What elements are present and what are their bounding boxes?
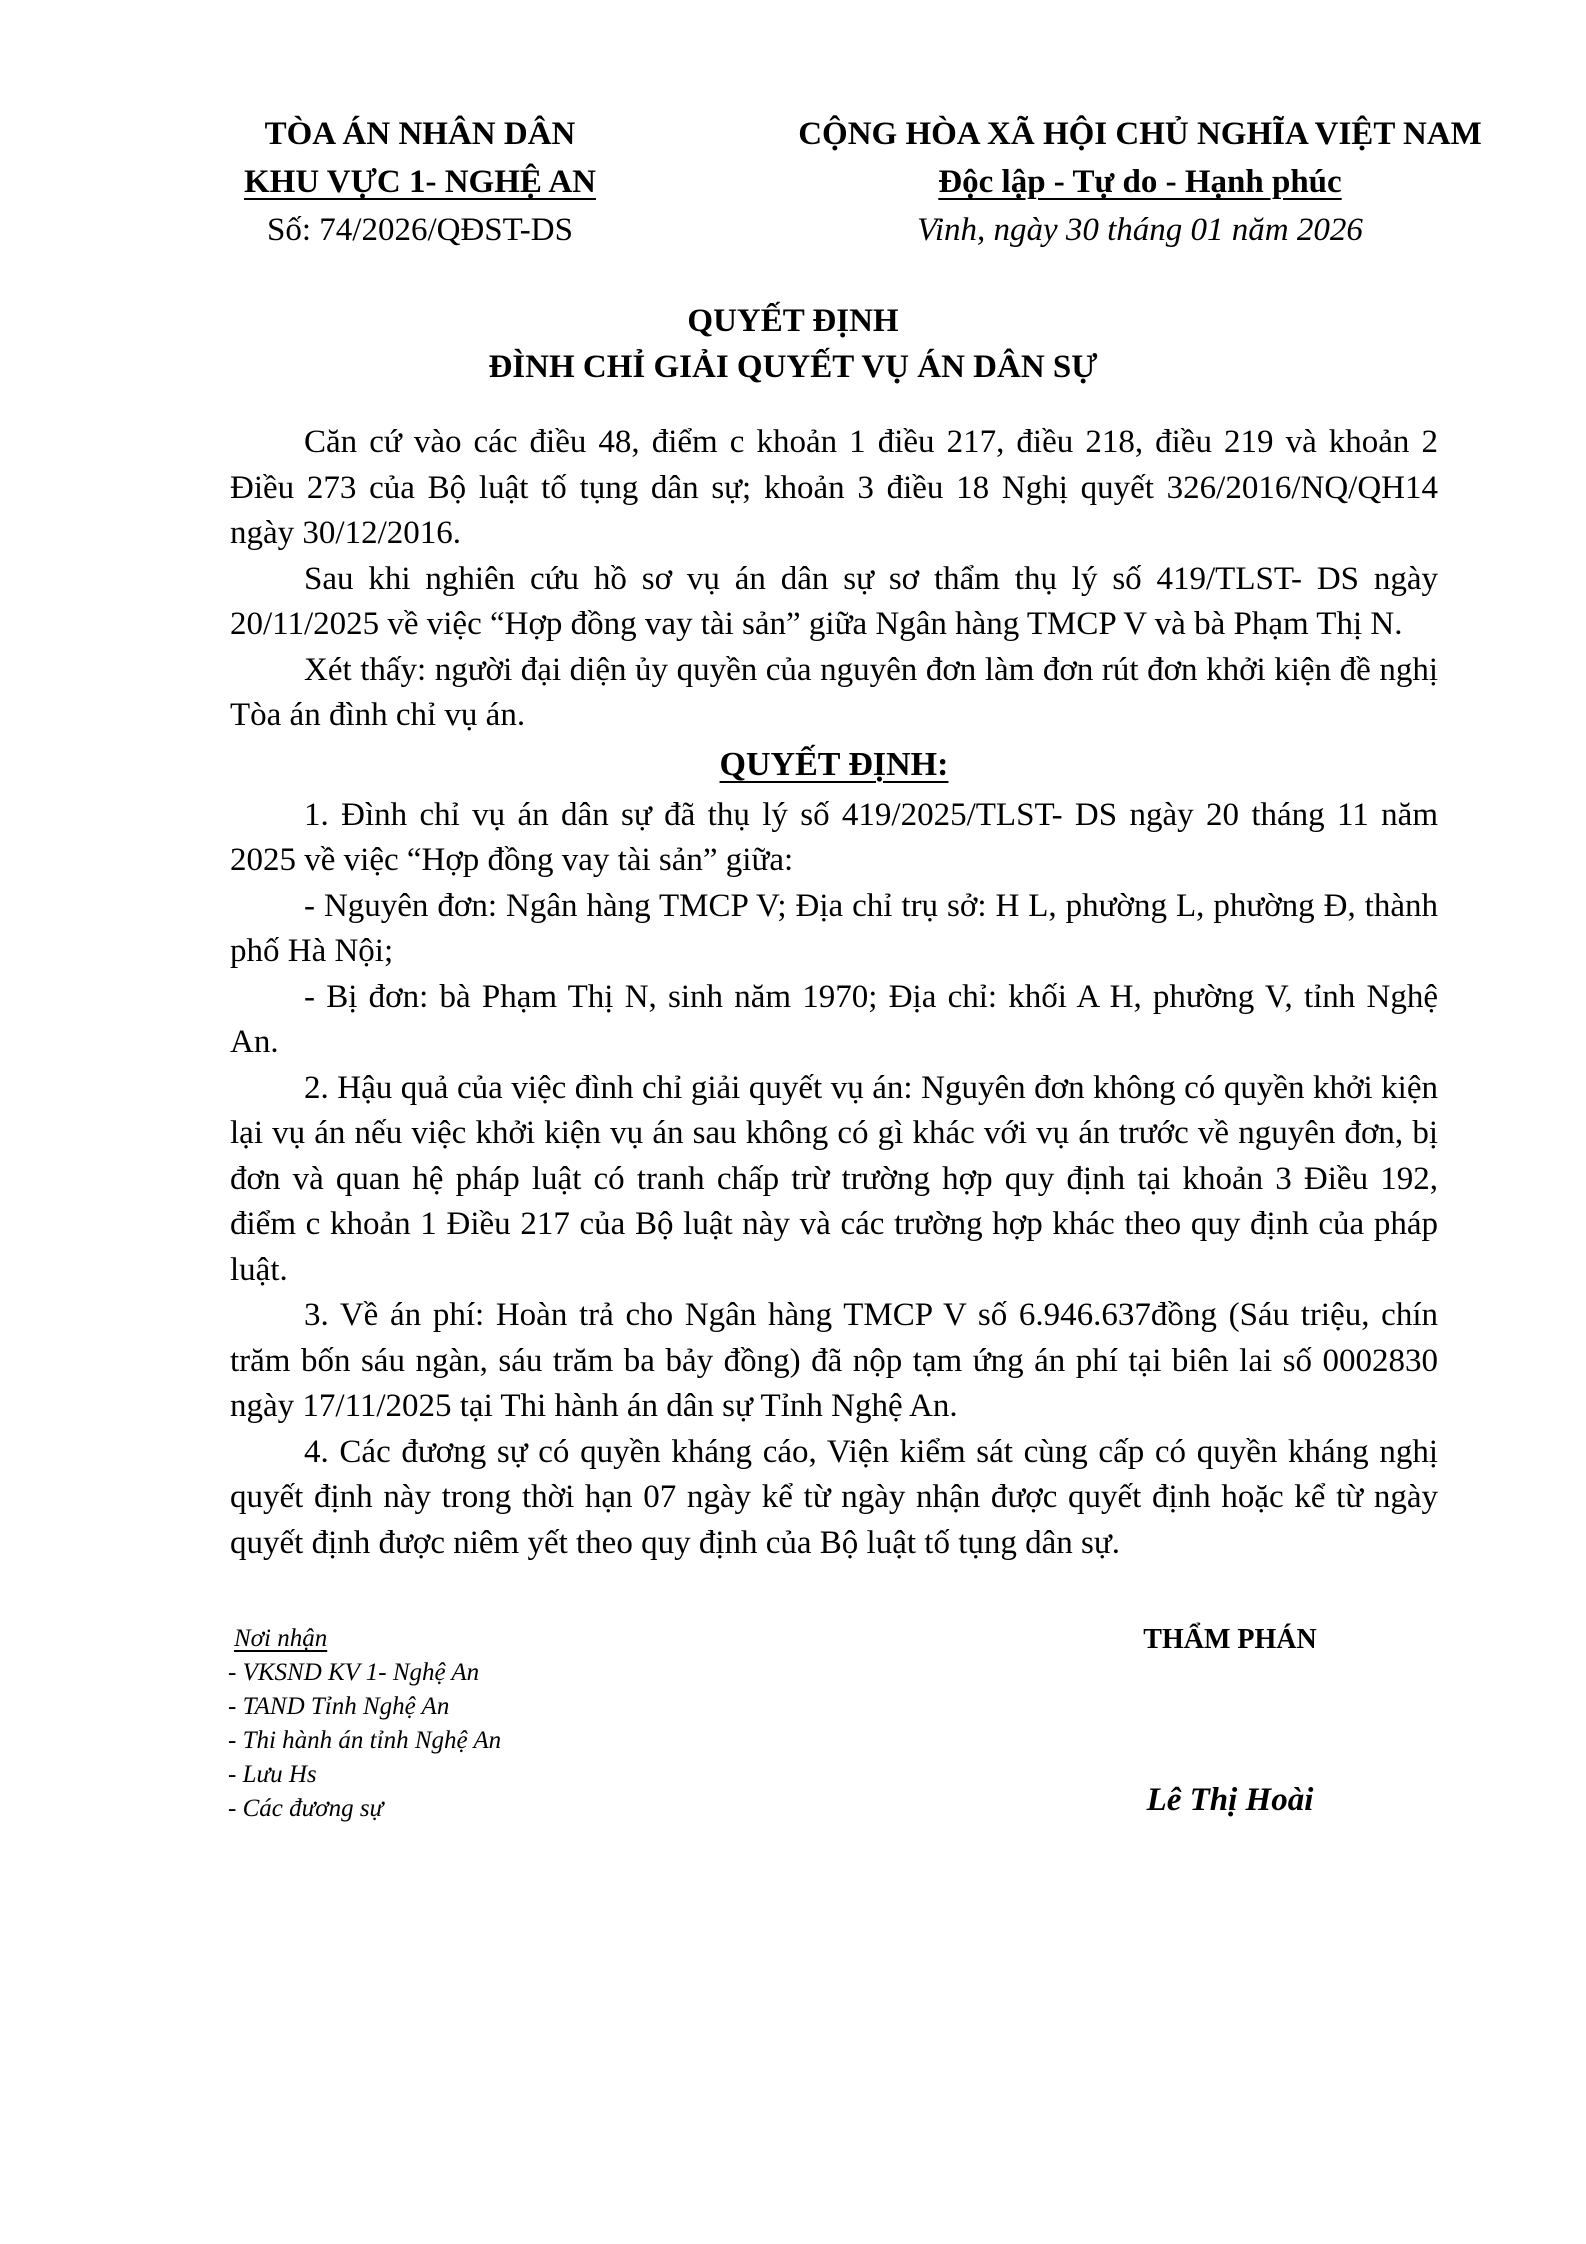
signer-name: Lê Thị Hoài [1146,1782,1314,1818]
signature-block [1060,1620,1400,1822]
decision-item: 4. Các đương sự có quyền kháng cáo, Viện kiểm sát cùng cấp có quyền kháng nghị quyết định này trong thời hạn 07 ngày kể từ ngày nhận được quyết định hoặc kể từ ngày quyết định được niêm yết theo quy định của Bộ luật tố tụng dân sự. [230,1433,1438,1561]
decision-item: 2. Hậu quả của việc đình chỉ giải quyết vụ án: Nguyên đơn không có quyền khởi kiện lại vụ án nếu việc khởi kiện vụ án sau không có gì khác với vụ án trước về nguyên đơn, bị đơn và quan hệ pháp luật có tranh chấp trừ trường hợp quy định tại khoản 3 Điều 192, điểm c khoản 1 Điều 217 của Bộ luật này và các trường hợp khác theo quy định của pháp luật. [230,1069,1438,1288]
recipients-title: Nơi nhận [234,1625,328,1652]
country-name: CỘNG HÒA XÃ HỘI CHỦ NGHĨA VIỆT NAM [798,116,1482,152]
document-body [230,420,1438,1566]
preamble-paragraph: Sau khi nghiên cứu hồ sơ vụ án dân sự sơ thẩm thụ lý số 419/TLST- DS ngày 20/11/2025 về việc “Hợp đồng vay tài sản” giữa Ngân hàng TMCP V và bà Phạm Thị N. [230,560,1438,642]
title-line-1: QUYẾT ĐỊNH [687,303,899,339]
recipients-list [228,1622,501,1826]
decision-item: 3. Về án phí: Hoàn trả cho Ngân hàng TMCP V số 6.946.637đồng (Sáu triệu, chín trăm bốn sáu ngàn, sáu trăm ba bảy đồng) đã nộp tạm ứng án phí tại biên lai số 0002830 ngày 17/11/2025 tại Thi hành án dân sự Tỉnh Nghệ An. [230,1297,1438,1424]
recipient-item: - Các đương sự [228,1795,384,1822]
decision-item: 1. Đình chỉ vụ án dân sự đã thụ lý số 419/2025/TLST- DS ngày 20 tháng 11 năm 2025 về việc “Hợp đồng vay tài sản” giữa: [230,796,1438,878]
decision-heading-text: QUYẾT ĐỊNH: [719,745,949,783]
court-header [200,110,640,254]
court-area: KHU VỰC 1- NGHỆ AN [243,164,596,200]
court-name: TÒA ÁN NHÂN DÂN [264,116,576,152]
recipient-item: - Thi hành án tỉnh Nghệ An [228,1727,502,1754]
national-motto: Độc lập - Tự do - Hạnh phúc [938,164,1342,200]
recipient-item: - VKSND KV 1- Nghệ An [228,1659,480,1686]
signer-role: THẨM PHÁN [1143,1624,1317,1655]
decision-item: - Nguyên đơn: Ngân hàng TMCP V; Địa chỉ trụ sở: H L, phường L, phường Đ, thành phố Hà Nội; [230,887,1438,969]
document-title [0,298,1586,390]
decision-number: Số: 74/2026/QĐST-DS [267,212,573,248]
title-line-2: ĐÌNH CHỈ GIẢI QUYẾT VỤ ÁN DÂN SỰ [488,349,1098,385]
recipient-item: - TAND Tỉnh Nghệ An [228,1693,450,1720]
national-header [760,110,1520,254]
decision-heading [230,741,1438,789]
preamble-paragraph: Căn cứ vào các điều 48, điểm c khoản 1 điều 217, điều 218, điều 219 và khoản 2 Điều 273 của Bộ luật tố tụng dân sự; khoản 3 điều 18 Nghị quyết 326/2016/NQ/QH14 ngày 30/12/2016. [230,424,1438,551]
recipient-item: - Lưu Hs [228,1761,317,1788]
place-date: Vinh, ngày 30 tháng 01 năm 2026 [917,212,1363,248]
decision-item: - Bị đơn: bà Phạm Thị N, sinh năm 1970; Địa chỉ: khối A H, phường V, tỉnh Nghệ An. [230,978,1438,1060]
preamble-paragraph: Xét thấy: người đại diện ủy quyền của nguyên đơn làm đơn rút đơn khởi kiện đề nghị Tòa án đình chỉ vụ án. [230,651,1438,733]
